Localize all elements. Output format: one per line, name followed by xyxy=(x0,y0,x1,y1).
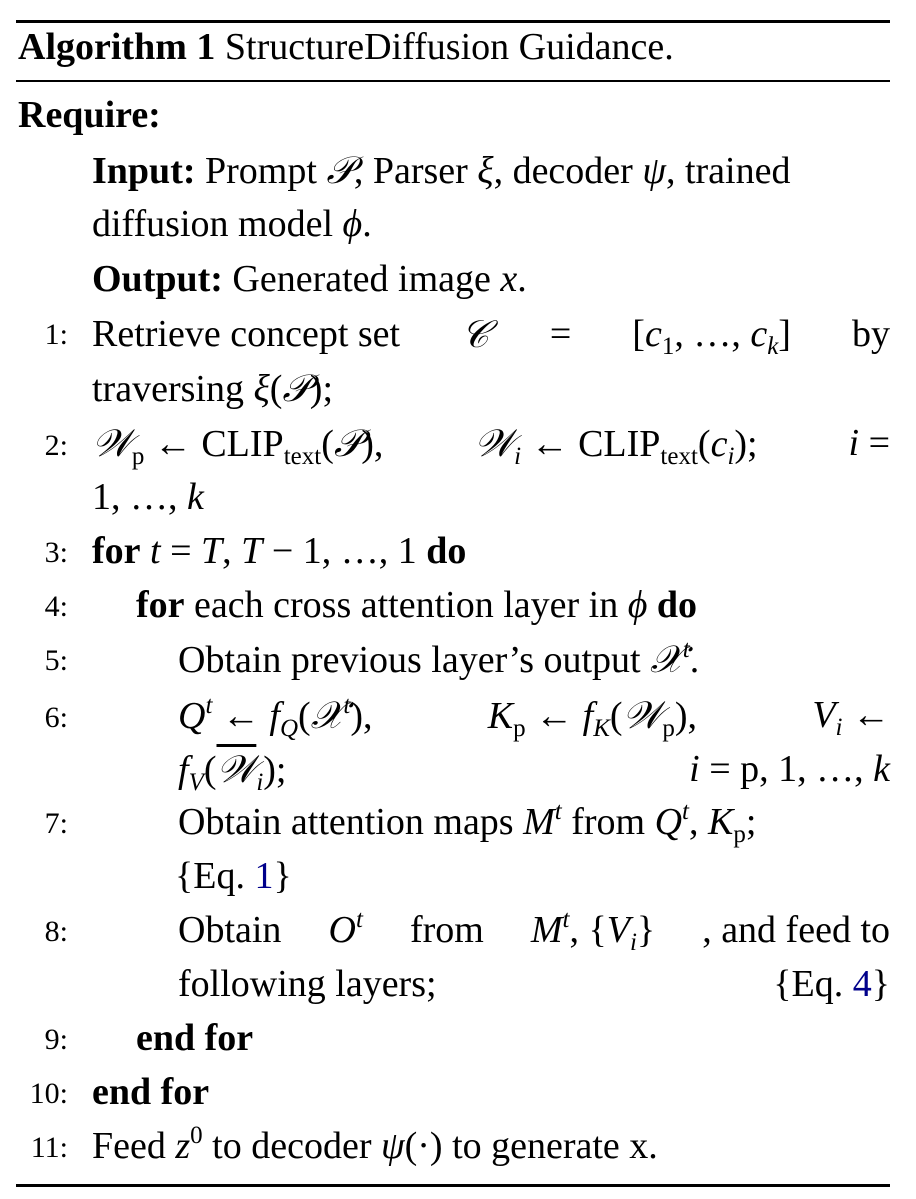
step-1-text-a: Retrieve concept set xyxy=(92,313,401,355)
step-number: 5: xyxy=(44,644,68,677)
step-3-line xyxy=(92,532,466,570)
math-output: $O^t$ xyxy=(328,906,363,951)
step-number: 9: xyxy=(44,1023,68,1056)
step-7-text-b: from xyxy=(571,801,646,843)
algorithm-title: StructureDiffusion Guidance. xyxy=(224,26,674,68)
step-number: 8: xyxy=(44,915,68,948)
keyword-for: for xyxy=(92,530,141,572)
ref-suffix: } xyxy=(871,963,890,1005)
require-label: Require: xyxy=(18,94,161,136)
step-1-text-b: by xyxy=(851,313,890,355)
output-line: Output: Generated image x. xyxy=(92,258,527,300)
input-text-1: Prompt xyxy=(205,150,317,192)
step-8-text-c: , and feed to xyxy=(702,909,890,951)
step-number: 7: xyxy=(44,807,68,840)
algorithm-label: Algorithm 1 xyxy=(18,26,216,68)
input-text-3: , decoder xyxy=(493,150,633,192)
math-concept-list: [$c_1$, …, $c_k$] xyxy=(632,313,791,360)
math-qk: $Q^t$, $K_p$; xyxy=(654,798,757,848)
math-parse-prompt: ξ(𝒫); xyxy=(253,366,334,410)
step-number: 10: xyxy=(29,1077,68,1110)
math-mv: $M^t$, $\{V_i\}$ xyxy=(530,906,656,956)
step-11-line xyxy=(92,1122,658,1167)
step-11-text-c: to generate x. xyxy=(452,1125,658,1167)
step-2-line-2 xyxy=(92,478,204,516)
step-7-line-2 xyxy=(175,857,292,895)
step-number: 11: xyxy=(30,1131,68,1164)
math-image: x xyxy=(500,258,518,300)
math-prompt: 𝒫 xyxy=(326,148,354,192)
keyword-do: do xyxy=(656,584,698,626)
step-8-line-2 xyxy=(178,965,890,1003)
step-8-line-1 xyxy=(178,906,890,956)
step-8-text-b: from xyxy=(409,909,484,951)
math-query: $Q^t$ ← $f_Q(𝒳^t)$, xyxy=(178,692,373,742)
math-value-range: i = p, 1, …, k xyxy=(689,748,890,790)
math-attn-map: $M^t$ xyxy=(523,798,562,843)
input-text-5: diffusion model xyxy=(92,203,334,245)
step-1-line-2 xyxy=(92,366,334,410)
step-11-text-b: to decoder xyxy=(212,1125,372,1167)
ref-prefix: {Eq. xyxy=(773,963,844,1005)
math-prev-output: 𝒳$^t$. xyxy=(650,636,700,681)
input-text-2: , Parser xyxy=(353,150,468,192)
math-decoder: ψ xyxy=(642,150,666,192)
keyword-do: do xyxy=(426,530,467,572)
step-number: 3: xyxy=(44,536,68,569)
input-label: Input: xyxy=(92,150,196,192)
step-number: 2: xyxy=(44,429,68,462)
math-parser: ξ xyxy=(477,150,494,192)
input-text-4: , trained xyxy=(665,150,791,192)
step-4-line xyxy=(136,586,697,624)
math-timesteps: t = T, T − 1, …, 1 xyxy=(150,530,417,572)
step-number: 1: xyxy=(44,318,68,351)
keyword-for: for xyxy=(136,584,185,626)
math-equals: = xyxy=(549,313,572,355)
ref-prefix: {Eq. xyxy=(175,855,245,897)
math-value-fn: $f_V(𝒲_i)$; xyxy=(178,747,287,796)
step-6-line-1 xyxy=(178,692,890,742)
step-8-text-d: following layers; xyxy=(178,963,437,1005)
step-6-line-2 xyxy=(178,747,890,796)
output-text: Generated image xyxy=(232,258,491,300)
step-5-line xyxy=(178,636,700,681)
step-8-ref xyxy=(773,965,890,1003)
step-7-line-1 xyxy=(178,798,757,848)
step-number: 4: xyxy=(44,590,68,623)
step-5-text: Obtain previous layer’s output xyxy=(178,639,641,681)
bottom-rule xyxy=(16,1184,890,1187)
input-line-2: diffusion model ϕ. xyxy=(92,203,372,245)
step-7-text-a: Obtain attention maps xyxy=(178,801,514,843)
math-clip-prompt: 𝒲$_p$ ← $CLIP_{text}(𝒫)$, xyxy=(92,421,384,470)
math-key: $K_p$ ← $f_K(𝒲_p)$, xyxy=(487,693,698,742)
step-1-text-c: traversing xyxy=(92,368,244,410)
step-2-line-1 xyxy=(92,421,890,470)
math-clip-concepts: 𝒲$_i$ ← $CLIP_{text}(c_i)$; xyxy=(474,421,758,470)
caption-rule xyxy=(16,80,890,82)
math-index-range: 1, …, k xyxy=(92,476,204,518)
math-model: ϕ xyxy=(342,203,363,245)
math-index-eq: i = xyxy=(848,422,890,464)
step-9-keyword: end for xyxy=(136,1017,254,1059)
equation-link[interactable]: 1 xyxy=(254,855,274,897)
step-1-line-1 xyxy=(92,312,890,360)
step-11-text-a: Feed xyxy=(92,1125,166,1167)
math-model: ϕ xyxy=(627,584,648,626)
math-latent: $z^0$ xyxy=(175,1122,203,1167)
step-8-text-a: Obtain xyxy=(178,909,282,951)
step-4-text: each cross attention layer in xyxy=(194,584,619,626)
input-line-1 xyxy=(92,148,791,192)
ref-suffix: } xyxy=(273,855,292,897)
math-decoder-call: ψ(·) xyxy=(380,1125,443,1167)
algorithm-caption xyxy=(18,28,674,66)
math-concept-set: 𝒞 xyxy=(461,312,489,356)
step-10-keyword: end for xyxy=(92,1071,210,1113)
top-rule xyxy=(16,20,890,23)
equation-link[interactable]: 4 xyxy=(852,963,872,1005)
step-number: 6: xyxy=(44,701,68,734)
math-value: $V_i$ ← xyxy=(812,694,890,741)
output-label: Output: xyxy=(92,258,223,300)
